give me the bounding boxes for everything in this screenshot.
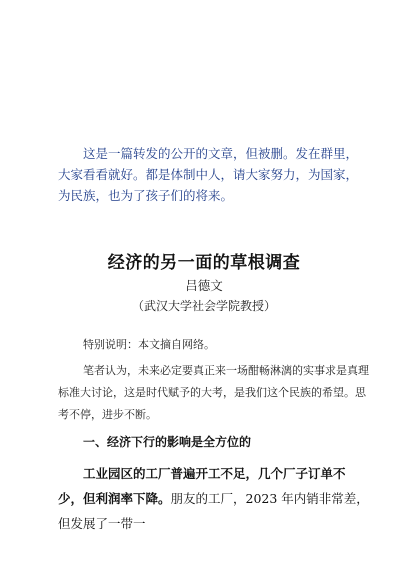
forward-intro-text: 这是一篇转发的公开的文章，但被删。发在群里，大家看看就好。都是体制中人，请大家努力，为国家，为民族，也为了孩子们的将来。 [58, 146, 359, 203]
author-affiliation: （武汉大学社会学院教授） [131, 299, 276, 313]
article-title: 经济的另一面的草根调查 [107, 253, 301, 273]
section-heading: 一、经济下行的影响是全方位的 [83, 435, 252, 449]
author-view-paragraph: 笔者认为，未来必定要真正来一场酣畅淋漓的实事求是真理标准大讨论，这是时代赋予的大考，是我们这个民族的希望。思考不停，进步不断。 [58, 364, 369, 421]
special-note: 特别说明：本文摘自网络。 [83, 338, 215, 351]
body-bold-text: 工业园区的工厂普遍开工不足，几个厂子订单不少，但利润率下降。 [58, 466, 346, 506]
article-author: 吕德文 [185, 278, 223, 293]
body-paragraph [58, 461, 370, 536]
body-normal-text: 朋友的工厂，2023 年内销非常差，但发展了一带一 [58, 491, 369, 531]
